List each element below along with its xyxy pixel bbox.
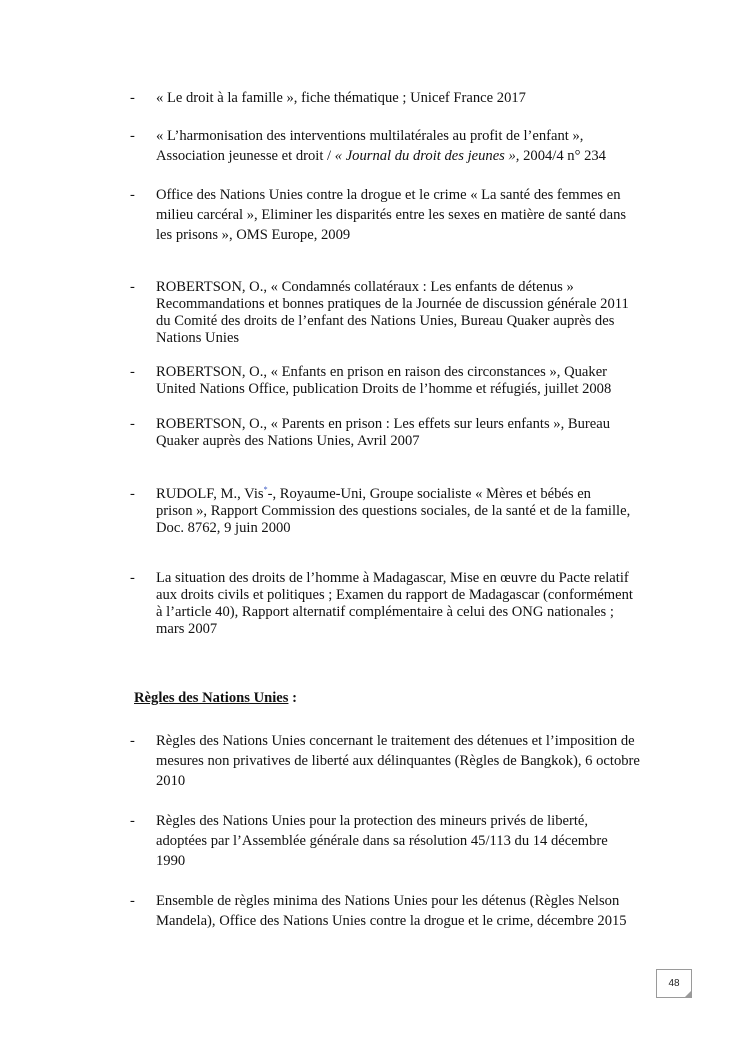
reference-line: à l’article 40), Rapport alternatif complémentaire à celui des ONG nationales ; <box>156 604 614 620</box>
list-dash: - <box>130 279 135 295</box>
reference-line: du Comité des droits de l’enfant des Nations Unies, Bureau Quaker auprès des <box>156 313 615 329</box>
reference-line: ROBERTSON, O., « Condamnés collatéraux : Les enfants de détenus » <box>156 279 574 295</box>
rule-line: mesures non privatives de liberté aux délinquantes (Règles de Bangkok), 6 octobre <box>156 753 640 769</box>
reference-line: Office des Nations Unies contre la drogue et le crime « La santé des femmes en <box>156 187 621 203</box>
reference-line: Nations Unies <box>156 330 240 346</box>
rule-line: 2010 <box>156 773 186 789</box>
journal-title: « Journal du droit des jeunes », <box>334 148 520 164</box>
reference-line: La situation des droits de l’homme à Madagascar, Mise en œuvre du Pacte relatif <box>156 570 629 586</box>
reference-line: les prisons », OMS Europe, 2009 <box>156 227 351 243</box>
list-dash: - <box>130 813 135 829</box>
rule-line: Ensemble de règles minima des Nations Unies pour les détenus (Règles Nelson <box>156 893 620 909</box>
rule-line: 1990 <box>156 853 186 869</box>
footnote-marker[interactable]: * <box>263 485 268 495</box>
page-number: 48 <box>656 969 692 998</box>
reference-text: Association jeunesse et droit / <box>156 148 335 164</box>
reference-text: -, Royaume-Uni, Groupe socialiste « Mères et bébés en <box>267 486 591 502</box>
reference-line: aux droits civils et politiques ; Examen du rapport de Madagascar (conformément <box>156 587 633 603</box>
list-dash: - <box>130 416 135 432</box>
reference-line: milieu carcéral », Eliminer les disparités entre les sexes en matière de santé dans <box>156 207 627 223</box>
section-heading <box>134 690 297 707</box>
list-dash: - <box>130 486 135 502</box>
section-suffix: : <box>288 690 297 706</box>
reference-line <box>156 146 656 166</box>
reference-line: « Le droit à la famille », fiche thématique ; Unicef France 2017 <box>156 90 526 106</box>
reference-line: Doc. 8762, 9 juin 2000 <box>156 520 291 536</box>
list-dash: - <box>130 187 135 203</box>
reference-text: RUDOLF, M., Vis <box>156 486 264 502</box>
reference-text: 2004/4 n° 234 <box>519 148 606 164</box>
reference-line: « L’harmonisation des interventions multilatérales au profit de l’enfant », <box>156 128 584 144</box>
reference-line: prison », Rapport Commission des questions sociales, de la santé et de la famille, <box>156 503 631 519</box>
reference-line: mars 2007 <box>156 621 218 637</box>
rule-line: Mandela), Office des Nations Unies contre la drogue et le crime, décembre 2015 <box>156 913 627 929</box>
rule-line: Règles des Nations Unies concernant le traitement des détenues et l’imposition de <box>156 733 635 749</box>
reference-line: Recommandations et bonnes pratiques de la Journée de discussion générale 2011 <box>156 296 629 312</box>
rule-line: adoptées par l’Assemblée générale dans sa résolution 45/113 du 14 décembre <box>156 833 608 849</box>
section-title: Règles des Nations Unies <box>134 690 289 706</box>
list-dash: - <box>130 364 135 380</box>
list-dash: - <box>130 893 135 909</box>
reference-line: ROBERTSON, O., « Parents en prison : Les effets sur leurs enfants », Bureau <box>156 416 611 432</box>
list-dash: - <box>130 90 135 106</box>
reference-line: ROBERTSON, O., « Enfants en prison en raison des circonstances », Quaker <box>156 364 608 380</box>
reference-line: Quaker auprès des Nations Unies, Avril 2007 <box>156 433 420 449</box>
reference-line <box>156 486 656 503</box>
list-dash: - <box>130 128 135 144</box>
list-dash: - <box>130 733 135 749</box>
reference-line: United Nations Office, publication Droits de l’homme et réfugiés, juillet 2008 <box>156 381 612 397</box>
list-dash: - <box>130 570 135 586</box>
rule-line: Règles des Nations Unies pour la protection des mineurs privés de liberté, <box>156 813 589 829</box>
